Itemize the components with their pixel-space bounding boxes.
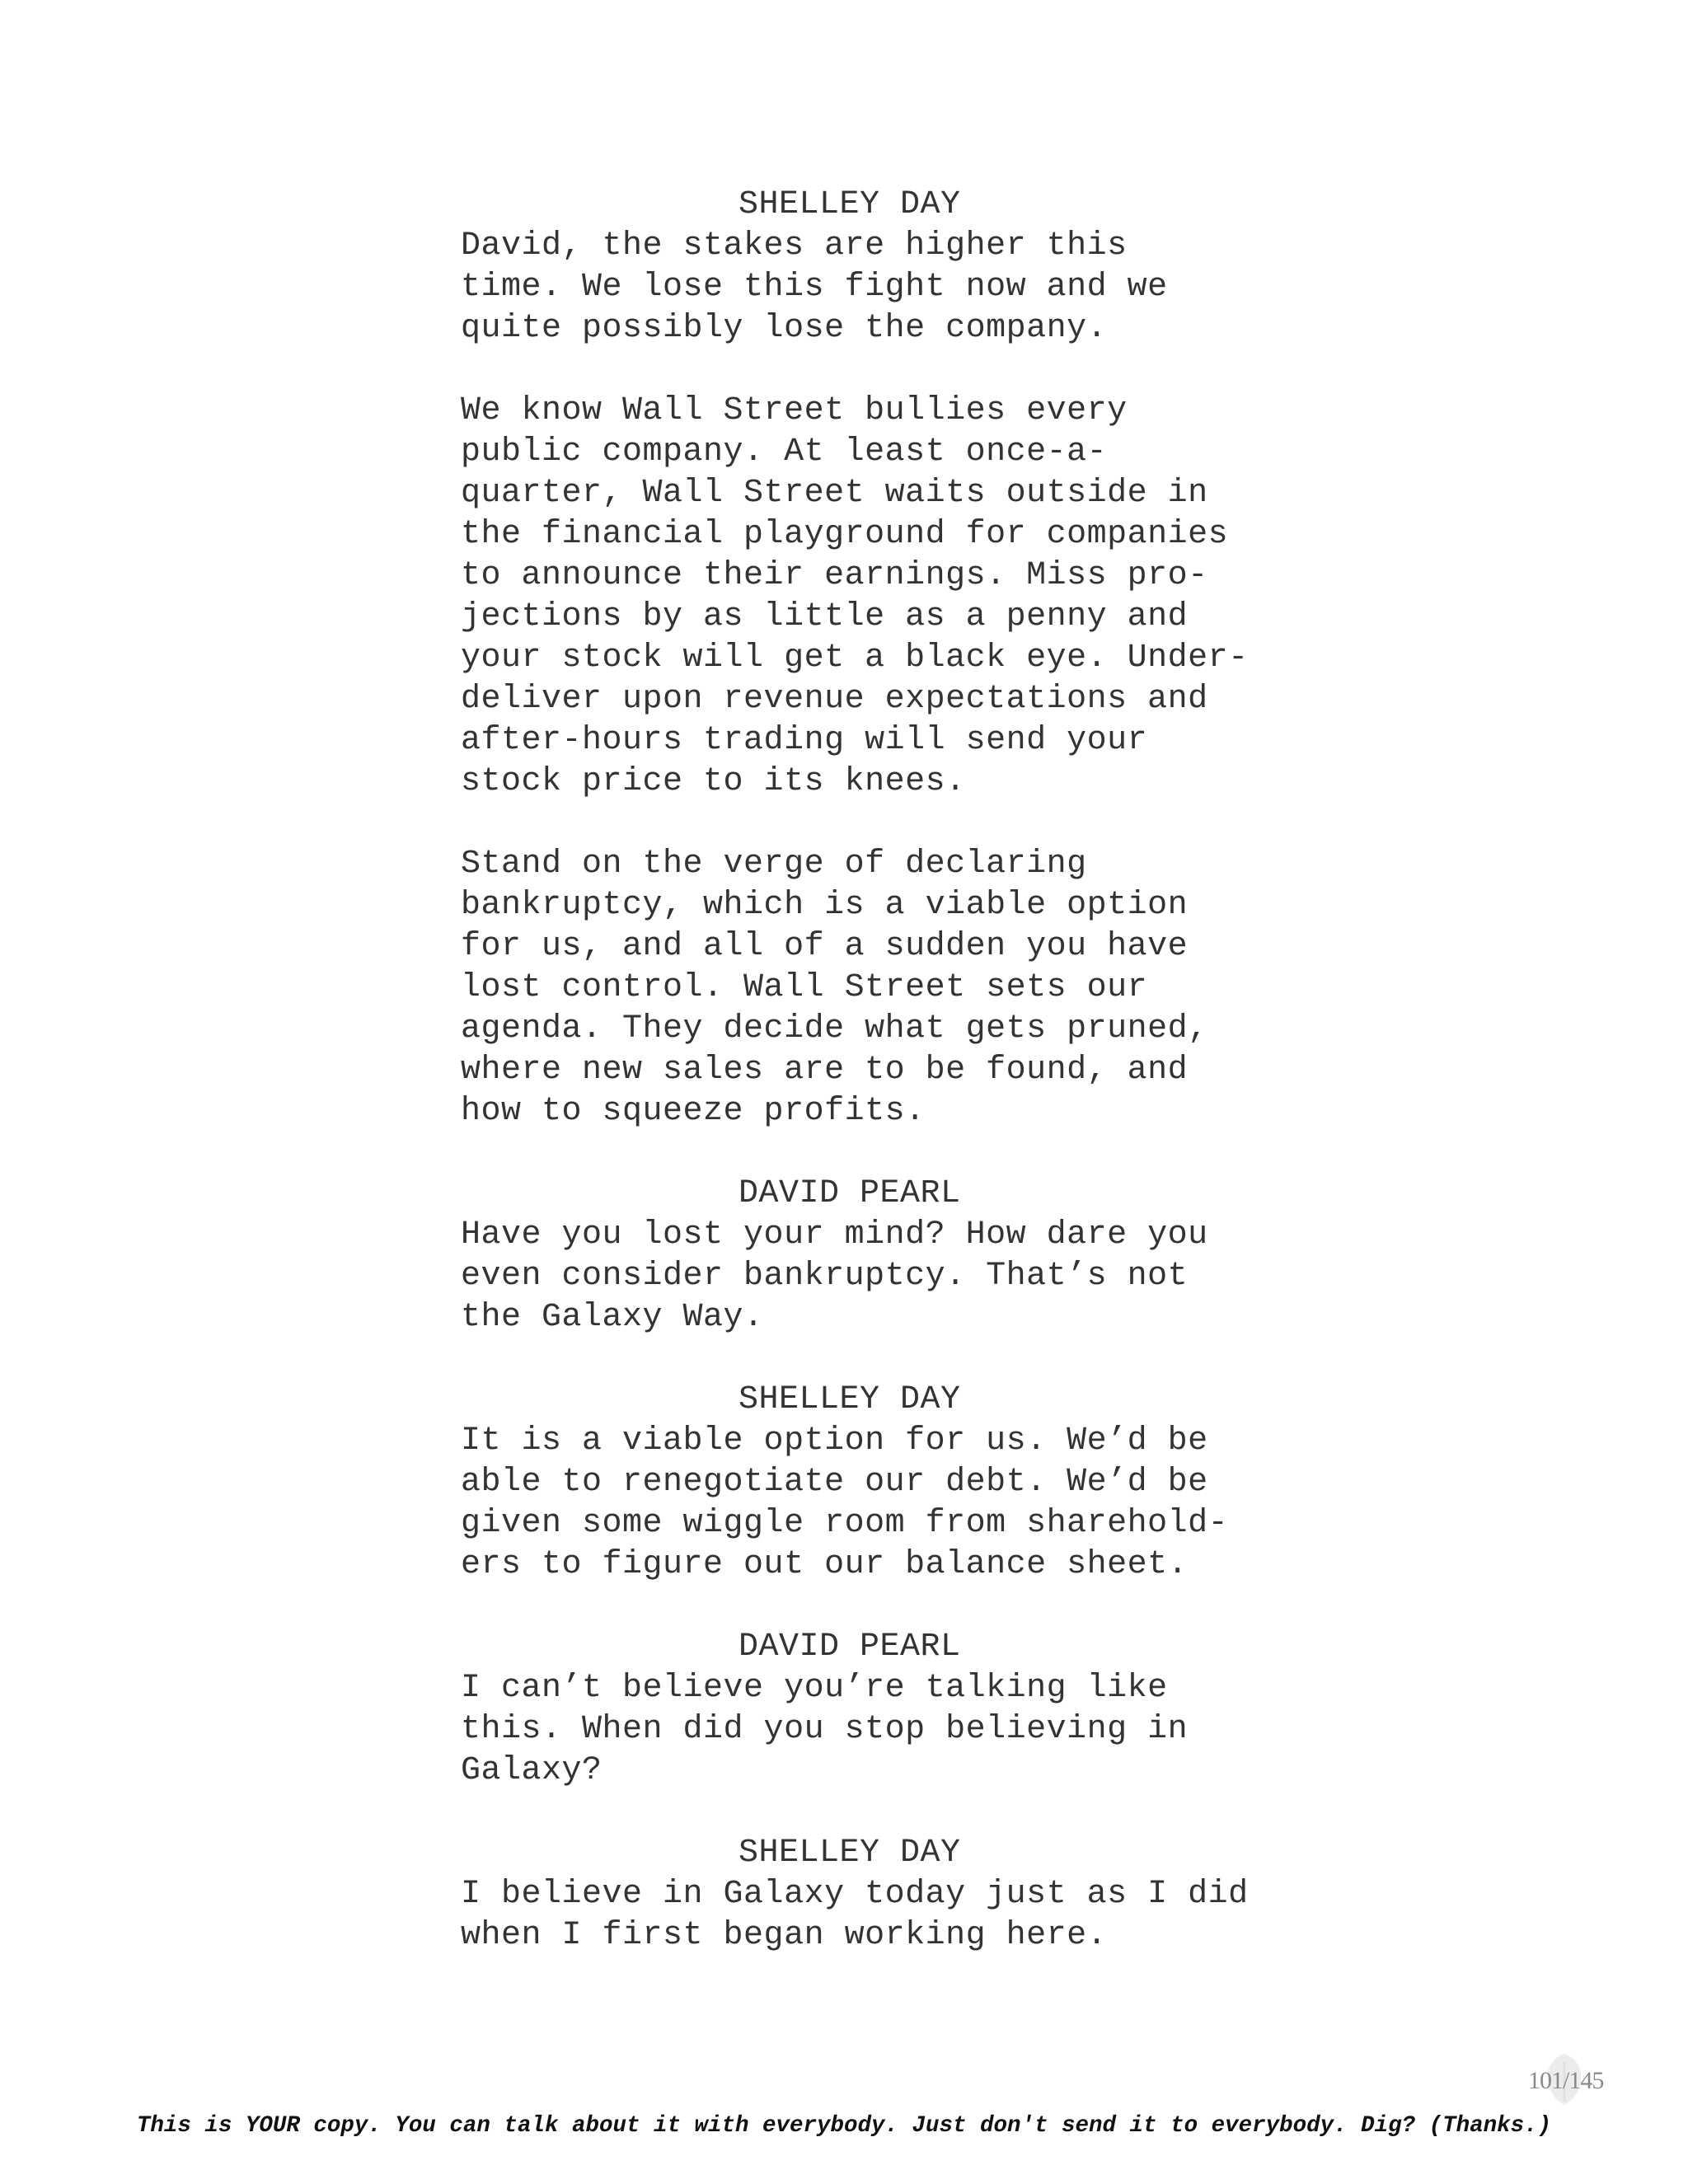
dialogue-block: [461, 1421, 1285, 1586]
dialogue-line: I believe in Galaxy today just as I did: [461, 1876, 1249, 1913]
dialogue-line: Stand on the verge of declaring: [461, 846, 1087, 883]
dialogue-line: this. When did you stop believing in: [461, 1711, 1189, 1748]
dialogue-line: deliver upon revenue expectations and: [461, 681, 1208, 718]
character-name: SHELLEY DAY: [738, 1381, 961, 1418]
dialogue-line: Galaxy?: [461, 1752, 603, 1789]
dialogue-line: We know Wall Street bullies every: [461, 392, 1128, 429]
dialogue-line: lost control. Wall Street sets our: [461, 969, 1148, 1006]
dialogue-line: agenda. They decide what gets pruned,: [461, 1010, 1208, 1047]
dialogue-line: how to squeeze profits.: [461, 1093, 926, 1130]
dialogue-line: your stock will get a black eye. Under-: [461, 640, 1249, 677]
character-name: DAVID PEARL: [738, 1629, 961, 1666]
dialogue-line: I can’t believe you’re talking like: [461, 1670, 1168, 1707]
dialogue-block: [461, 1874, 1285, 1957]
block-spacer: [461, 349, 1285, 391]
dialogue-line: after-hours trading will send your: [461, 722, 1148, 759]
dialogue-line: ers to figure out our balance sheet.: [461, 1546, 1189, 1583]
block-spacer: [461, 1338, 1285, 1380]
dialogue-line: bankruptcy, which is a viable option: [461, 887, 1189, 924]
dialogue-line: even consider bankruptcy. That’s not: [461, 1258, 1189, 1295]
dialogue-line: Have you lost your mind? How dare you: [461, 1216, 1208, 1254]
dialogue-line: time. We lose this fight now and we: [461, 269, 1168, 306]
dialogue-block: [461, 391, 1285, 803]
dialogue-block: [461, 844, 1285, 1132]
dialogue-block: [461, 1668, 1285, 1792]
character-name: SHELLEY DAY: [738, 186, 961, 223]
dialogue-line: quarter, Wall Street waits outside in: [461, 475, 1208, 512]
dialogue-block: [461, 226, 1285, 349]
dialogue-line: quite possibly lose the company.: [461, 310, 1108, 347]
footer-notice: This is YOUR copy. You can talk about it with everybody. Just don't send it to everybody. Dig? (Thanks.): [136, 2113, 1552, 2139]
dialogue-block: [461, 1215, 1285, 1338]
page-number: 101/145: [1528, 2067, 1604, 2094]
dialogue-line: for us, and all of a sudden you have: [461, 928, 1189, 965]
block-spacer: [461, 1132, 1285, 1174]
dialogue-line: jections by as little as a penny and: [461, 598, 1189, 635]
block-spacer: [461, 1586, 1285, 1627]
dialogue-line: when I first began working here.: [461, 1917, 1108, 1954]
dialogue-line: to announce their earnings. Miss pro-: [461, 557, 1208, 594]
dialogue-line: David, the stakes are higher this: [461, 227, 1128, 265]
dialogue-line: the financial playground for companies: [461, 516, 1229, 553]
dialogue-line: given some wiggle room from sharehold-: [461, 1505, 1229, 1542]
character-name: DAVID PEARL: [738, 1175, 961, 1212]
dialogue-line: able to renegotiate our debt. We’d be: [461, 1464, 1208, 1501]
character-name: SHELLEY DAY: [738, 1835, 961, 1872]
dialogue-line: the Galaxy Way.: [461, 1299, 764, 1336]
block-spacer: [461, 1792, 1285, 1833]
dialogue-line: where new sales are to be found, and: [461, 1052, 1189, 1089]
block-spacer: [461, 803, 1285, 844]
screenplay-body: [461, 185, 1285, 1957]
dialogue-line: It is a viable option for us. We’d be: [461, 1422, 1208, 1460]
dialogue-line: stock price to its knees.: [461, 763, 966, 800]
dialogue-line: public company. At least once-a-: [461, 434, 1108, 471]
